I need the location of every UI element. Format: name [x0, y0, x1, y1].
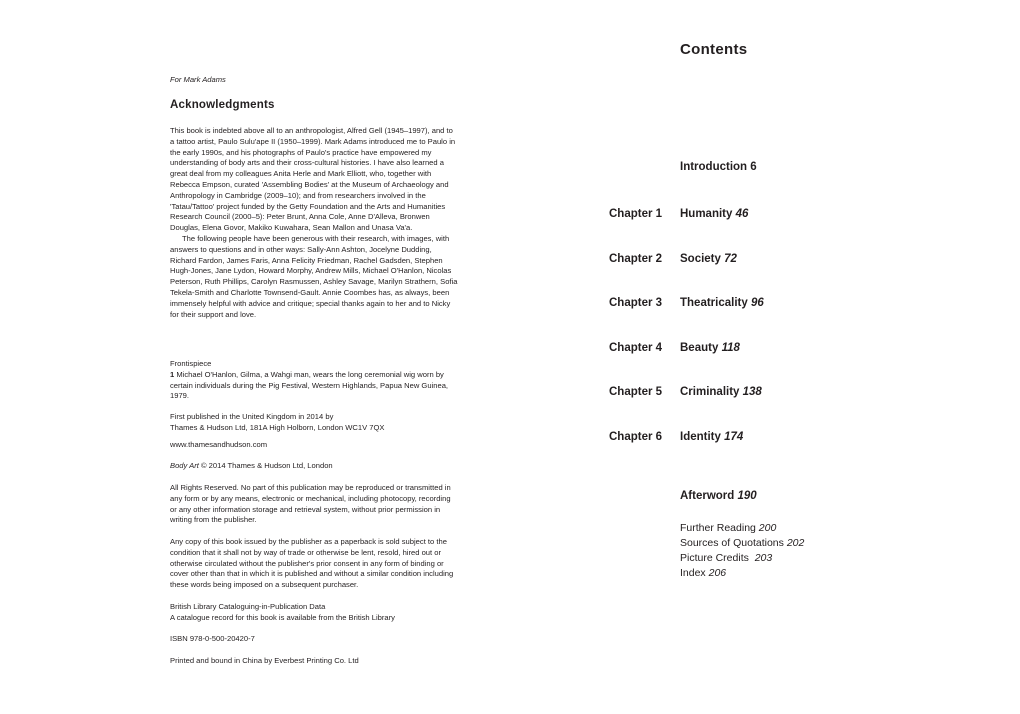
toc-chapter-label: Chapter 6	[609, 431, 663, 443]
toc-introduction	[0, 161, 1020, 177]
toc-title-text: Picture Credits	[680, 552, 749, 564]
cip-text: A catalogue record for this book is available from the British Library	[170, 612, 395, 622]
toc-chapter-6	[0, 431, 1020, 447]
copyright-text: © 2014 Thames & Hudson Ltd, London	[198, 461, 333, 470]
toc-entry-title	[680, 161, 757, 173]
toc-page-number: 96	[750, 297, 764, 309]
copyright-line	[170, 461, 458, 472]
toc-chapter-label: Chapter 5	[609, 386, 663, 398]
acknowledgments-paragraph-2: The following people have been generous with their research, with images, with answers to questions and in other ways: Sally-Ann Ashton, Jocelyne Dudding, Richard Fardon, James Faris, Anna Felicity Friedman, Rachel Gadsden, Stephen Hugh-Jones, Jane Lydon, Howard Morphy, Andrew Mills, Michael O'Hanlon, Nicolas Peterson, Ruth Phillips, Carolyn Rasmussen, Ashley Savage, Marilyn Strathern, Sofia Tekela-Smith and Charlotte Townsend-Gault. Annie Coombes has, as always, been immensely helpful with advice and critique; special thanks again to her and to Nicky for their support and love.	[170, 233, 458, 319]
acknowledgments-heading: Acknowledgments	[170, 99, 275, 111]
toc-entry-title	[680, 490, 757, 502]
rights-reserved-notice: All Rights Reserved. No part of this publication may be reproduced or transmitted in any form or by any means, electronic or mechanical, including photocopy, recording or any other information storage and retrieval system, without prior permission in writing from the publisher.	[170, 483, 451, 525]
toc-chapter-5	[0, 386, 1020, 402]
toc-entry-title	[680, 342, 740, 354]
toc-title-text: Sources of Quotations	[680, 537, 784, 549]
frontispiece-heading: Frontispiece	[170, 359, 212, 368]
toc-title-text: Humanity	[680, 208, 733, 220]
toc-page-number: 203	[754, 552, 773, 564]
toc-page-number: 6	[750, 161, 757, 173]
toc-page-number: 206	[708, 567, 727, 579]
toc-chapter-label: Chapter 2	[609, 253, 663, 265]
toc-title-text: Index	[680, 567, 706, 579]
toc-afterword	[0, 490, 1020, 506]
toc-title-text: Further Reading	[680, 522, 756, 534]
toc-chapter-4	[0, 342, 1020, 358]
toc-page-number: 72	[724, 253, 737, 265]
cip-block	[170, 602, 458, 624]
first-published-line: First published in the United Kingdom in 2014 by	[170, 412, 334, 421]
figure-caption-text: Michael O'Hanlon, Gilma, a Wahgi man, wears the long ceremonial wig worn by certain individuals during the Pig Festival, Western Highlands, Papua New Guinea, 1979.	[170, 369, 449, 401]
toc-entry-title	[680, 208, 748, 220]
toc-title-text: Criminality	[680, 386, 740, 398]
publisher-website: www.thamesandhudson.com	[170, 440, 268, 449]
toc-chapter-label: Chapter 3	[609, 297, 663, 309]
isbn: ISBN 978-0-500-20420-7	[170, 634, 255, 643]
toc-back-matter-item	[680, 536, 804, 551]
toc-title-text: Identity	[680, 431, 721, 443]
toc-page-number: 200	[758, 522, 777, 534]
toc-chapter-label: Chapter 1	[609, 208, 663, 220]
toc-entry-title	[680, 253, 737, 265]
dedication: For Mark Adams	[170, 75, 226, 84]
toc-back-matter-item	[680, 551, 804, 566]
printer-line: Printed and bound in China by Everbest Printing Co. Ltd	[170, 656, 359, 665]
toc-title-text: Beauty	[680, 342, 719, 354]
toc-page-number: 46	[735, 208, 749, 220]
toc-back-matter-item	[680, 566, 804, 581]
toc-entry-title	[680, 297, 764, 309]
toc-page-number: 202	[786, 537, 805, 549]
toc-back-matter-list	[680, 521, 804, 581]
contents-heading: Contents	[680, 41, 748, 58]
toc-page-number: 138	[742, 386, 762, 398]
toc-page-number: 118	[721, 342, 740, 354]
figure-number: 1	[170, 369, 175, 379]
toc-back-matter-item	[680, 521, 804, 536]
publisher-address: Thames & Hudson Ltd, 181A High Holborn, London WC1V 7QX	[170, 422, 385, 432]
toc-chapter-2	[0, 253, 1020, 269]
toc-title-text: Introduction	[680, 161, 748, 173]
acknowledgments-paragraph-1: This book is indebted above all to an anthropologist, Alfred Gell (1945–1997), and to a tattoo artist, Paulo Sulu'ape II (1950–1999). Mark Adams introduced me to Paulo in the early 1990s, and his photographs of Paulo's practice have empowered my understanding of body arts and their cross-cultural histories. I have also learned a great deal from my colleagues Anita Herle and Mark Elliott, who, together with Rebecca Empson, curated 'Assembling Bodies' at the Museum of Archaeology and Anthropology in Cambridge (2009–10); and from researchers involved in the 'Tatau/Tattoo' project funded by the Getty Foundation and the Arts and Humanities Research Council (2000–5): Peter Brunt, Anna Cole, Anne D'Alleva, Bronwen Douglas, Elena Govor, Makiko Kuwahara, Sean Mallon and Unasa Va'a.	[170, 126, 456, 233]
toc-page-number: 190	[737, 490, 757, 502]
copyright-book-title: Body Art	[170, 461, 199, 470]
toc-title-text: Afterword	[680, 490, 735, 502]
cip-heading: British Library Cataloguing-in-Publication Data	[170, 602, 326, 611]
toc-chapter-3	[0, 297, 1020, 313]
toc-page-number: 174	[724, 431, 744, 443]
toc-entry-title	[680, 386, 762, 398]
toc-chapter-label: Chapter 4	[609, 342, 663, 354]
toc-entry-title	[680, 431, 743, 443]
toc-chapter-1	[0, 208, 1020, 224]
toc-title-text: Society	[680, 253, 721, 265]
paperback-condition-notice: Any copy of this book issued by the publisher as a paperback is sold subject to the condition that it shall not by way of trade or otherwise be lent, resold, hired out or otherwise circulated without the publisher's prior consent in any form of binding or cover other than that in which it is published and without a similar condition including these words being imposed on a subsequent purchaser.	[170, 537, 454, 590]
toc-title-text: Theatricality	[680, 297, 748, 309]
